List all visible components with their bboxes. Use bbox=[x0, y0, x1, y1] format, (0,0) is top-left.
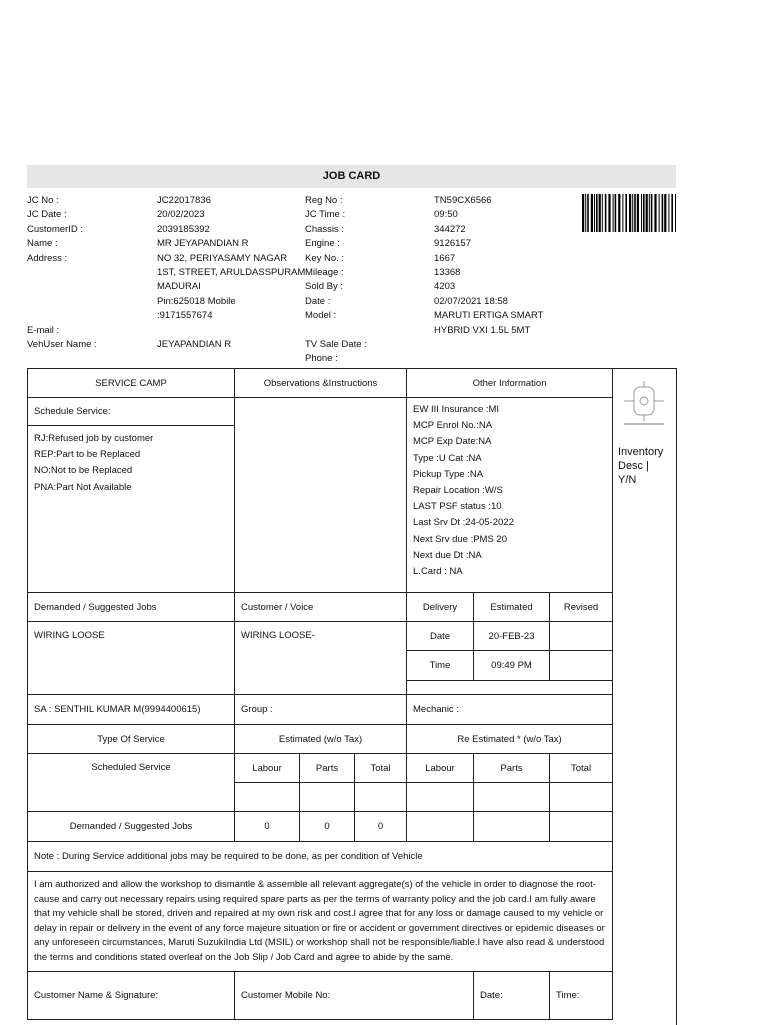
other-info-item: Pickup Type :NA bbox=[413, 468, 484, 480]
header-value: 2039185392 bbox=[157, 223, 210, 235]
header-label: Sold By : bbox=[305, 281, 344, 293]
reest-total-blank bbox=[550, 783, 613, 812]
time-value: 09:49 PM bbox=[474, 651, 550, 681]
legend-item: REP:Part to be Replaced bbox=[34, 449, 141, 461]
header-label: VehUser Name : bbox=[27, 338, 97, 350]
other-info-list bbox=[407, 398, 613, 593]
header-value: TN59CX6566 bbox=[434, 195, 492, 206]
header-value: JC22017836 bbox=[157, 195, 211, 206]
other-info-item: Repair Location :W/S bbox=[413, 485, 503, 497]
header-value: 20/02/2023 bbox=[157, 209, 205, 221]
estimated-header: Estimated bbox=[474, 593, 550, 622]
service-camp-cell bbox=[28, 398, 235, 593]
observations-cell bbox=[235, 398, 407, 593]
date-label: Date bbox=[407, 622, 474, 651]
group-field: Group : bbox=[235, 695, 407, 725]
customer-voice-value: WIRING LOOSE- bbox=[235, 622, 407, 695]
est-total-header: Total bbox=[355, 754, 407, 783]
other-info-item: MCP Exp Date:NA bbox=[413, 436, 492, 448]
est-parts-blank bbox=[300, 783, 355, 812]
reest-parts-blank bbox=[474, 783, 550, 812]
other-info-item: Last Srv Dt :24-05-2022 bbox=[413, 517, 514, 529]
legal-terms: I am authorized and allow the workshop to dismantle & assemble all relevant aggregate(s) of the vehicle in order to diagnose the root-cause and carry out necessary repairs using required spare parts as per the terms of warranty policy and the job card.I am fully aware that my vehicle shall be stored, driven and repaired at my own risk and cost.I agree that for any loss or damage caused to my vehicle or delay in repair or delivery in the event of any force majeure situation or fire or accident or government directives or epidemic diseases or any unforeseen circumstances, Maruti SuzukiIndia Ltd (MSIL) or workshop shall not be responsible/liable.I have also read & understood the terms and conditions stated overleaf on the Job Slip / Job Card and agree to abide by the same. bbox=[28, 872, 613, 972]
other-info-item: L.Card : NA bbox=[413, 566, 463, 578]
demanded-job-value: WIRING LOOSE bbox=[28, 622, 235, 695]
date-revised bbox=[550, 622, 613, 651]
scheduled-service: Scheduled Service bbox=[28, 754, 235, 812]
delivery-header: Delivery bbox=[407, 593, 474, 622]
header-label: Mileage : bbox=[305, 266, 344, 278]
header-label: TV Sale Date : bbox=[305, 338, 367, 350]
header-value: 344272 bbox=[434, 223, 466, 235]
other-info-item: Next due Dt :NA bbox=[413, 549, 482, 561]
header-value: 09:50 bbox=[434, 209, 458, 221]
date-signature: Date: bbox=[474, 972, 550, 1020]
reest-labour-header: Labour bbox=[407, 754, 474, 783]
other-info-item: Type :U Cat :NA bbox=[413, 452, 482, 464]
inventory-label bbox=[618, 445, 663, 487]
reest-total-value bbox=[550, 812, 613, 842]
header-label: JC Time : bbox=[305, 209, 346, 221]
header-label bbox=[27, 280, 147, 294]
est-labour-value: 0 bbox=[235, 812, 300, 842]
header-value: 13368 bbox=[434, 266, 461, 278]
reest-total-header: Total bbox=[550, 754, 613, 783]
header-label: Model : bbox=[305, 310, 337, 322]
header-value: Pin:625018 Mobile bbox=[157, 295, 236, 307]
estimated-wo-tax-header: Estimated (w/o Tax) bbox=[235, 725, 407, 754]
legend-item: PNA:Part Not Available bbox=[34, 481, 132, 493]
customer-voice-header: Customer / Voice bbox=[235, 593, 407, 622]
schedule-service-label: Schedule Service: bbox=[28, 398, 234, 426]
reest-labour-blank bbox=[407, 783, 474, 812]
header-label bbox=[305, 324, 425, 338]
est-total-blank bbox=[355, 783, 407, 812]
header-value: JEYAPANDIAN R bbox=[157, 338, 232, 350]
header-value: NO 32, PERIYASAMY NAGAR bbox=[157, 252, 288, 264]
other-info-item: LAST PSF status :10 bbox=[413, 501, 502, 513]
other-info-item: EW III Insurance :MI bbox=[413, 404, 500, 415]
inventory-line: Inventory bbox=[618, 446, 664, 458]
car-diagram-icon bbox=[620, 377, 668, 425]
date-value: 20-FEB-23 bbox=[474, 622, 550, 651]
header-value: 02/07/2021 18:58 bbox=[434, 295, 508, 307]
demanded-jobs-header: Demanded / Suggested Jobs bbox=[28, 593, 235, 622]
barcode bbox=[582, 194, 676, 232]
time-signature: Time: bbox=[550, 972, 613, 1020]
header-value bbox=[157, 324, 297, 338]
revised-header: Revised bbox=[550, 593, 613, 622]
observations-header: Observations &Instructions bbox=[235, 369, 407, 398]
header-value: MR JEYAPANDIAN R bbox=[157, 238, 249, 250]
time-label: Time bbox=[407, 651, 474, 681]
header-value: MADURAI bbox=[157, 281, 201, 293]
header-value: :9171557674 bbox=[157, 310, 213, 322]
header-label: Phone : bbox=[305, 353, 338, 365]
header-label: Reg No : bbox=[305, 195, 343, 206]
header-label: Name : bbox=[27, 238, 58, 250]
header-value: 9126157 bbox=[434, 238, 471, 250]
reest-labour-value bbox=[407, 812, 474, 842]
header-value: 4203 bbox=[434, 281, 456, 293]
re-estimated-header: Re Estimated * (w/o Tax) bbox=[407, 725, 613, 754]
header-value: 1ST, STREET, ARULDASSPURAM bbox=[157, 266, 306, 278]
service-advisor: SA : SENTHIL KUMAR M(9994400615) bbox=[28, 695, 235, 725]
header-label: Date : bbox=[305, 295, 331, 307]
note-row: Note : During Service additional jobs may be required to be done, as per condition of Vehicle bbox=[28, 842, 613, 872]
header-value: HYBRID VXI 1.5L 5MT bbox=[434, 324, 531, 336]
legend-item: RJ:Refused job by customer bbox=[34, 433, 154, 444]
header-label: Key No. : bbox=[305, 252, 345, 264]
job-card-title: JOB CARD bbox=[27, 165, 676, 188]
header-value: MARUTI ERTIGA SMART bbox=[434, 310, 544, 322]
legend-list bbox=[28, 426, 234, 496]
demanded-jobs-row: Demanded / Suggested Jobs bbox=[28, 812, 235, 842]
est-labour-blank bbox=[235, 783, 300, 812]
mechanic-field: Mechanic : bbox=[407, 695, 613, 725]
header-label: JC Date : bbox=[27, 209, 67, 221]
header-label: Address : bbox=[27, 252, 68, 264]
service-camp-header: SERVICE CAMP bbox=[28, 369, 235, 398]
header-label: JC No : bbox=[27, 195, 59, 206]
time-revised bbox=[550, 651, 613, 681]
header-label bbox=[27, 266, 147, 280]
header-values-col4 bbox=[434, 194, 574, 338]
inventory-line: Desc | bbox=[618, 460, 649, 472]
delivery-blank bbox=[407, 681, 613, 695]
header-label bbox=[27, 309, 147, 323]
other-info-item: MCP Enrol No.:NA bbox=[413, 420, 493, 432]
header-value: 1667 bbox=[434, 252, 456, 264]
header-label: Chassis : bbox=[305, 223, 345, 235]
header-label: CustomerID : bbox=[27, 223, 83, 235]
header-label: E-mail : bbox=[27, 324, 60, 336]
est-labour-header: Labour bbox=[235, 754, 300, 783]
reest-parts-value bbox=[474, 812, 550, 842]
legend-item: NO:Not to be Replaced bbox=[34, 465, 133, 477]
est-parts-value: 0 bbox=[300, 812, 355, 842]
header-labels-col3 bbox=[305, 194, 425, 367]
other-info-header: Other Information bbox=[407, 369, 613, 398]
customer-mobile: Customer Mobile No: bbox=[235, 972, 474, 1020]
inventory-line: Y/N bbox=[618, 474, 637, 486]
side-panel bbox=[612, 368, 677, 1025]
customer-name-signature: Customer Name & Signature: bbox=[28, 972, 235, 1020]
header-labels-col1 bbox=[27, 194, 147, 352]
est-total-value: 0 bbox=[355, 812, 407, 842]
est-parts-header: Parts bbox=[300, 754, 355, 783]
type-of-service-header: Type Of Service bbox=[28, 725, 235, 754]
header-label: Engine : bbox=[305, 238, 340, 250]
other-info-item: Next Srv due :PMS 20 bbox=[413, 533, 507, 545]
header-values-col2 bbox=[157, 194, 306, 352]
header-label bbox=[27, 295, 147, 309]
reest-parts-header: Parts bbox=[474, 754, 550, 783]
job-card-table bbox=[27, 368, 613, 1020]
